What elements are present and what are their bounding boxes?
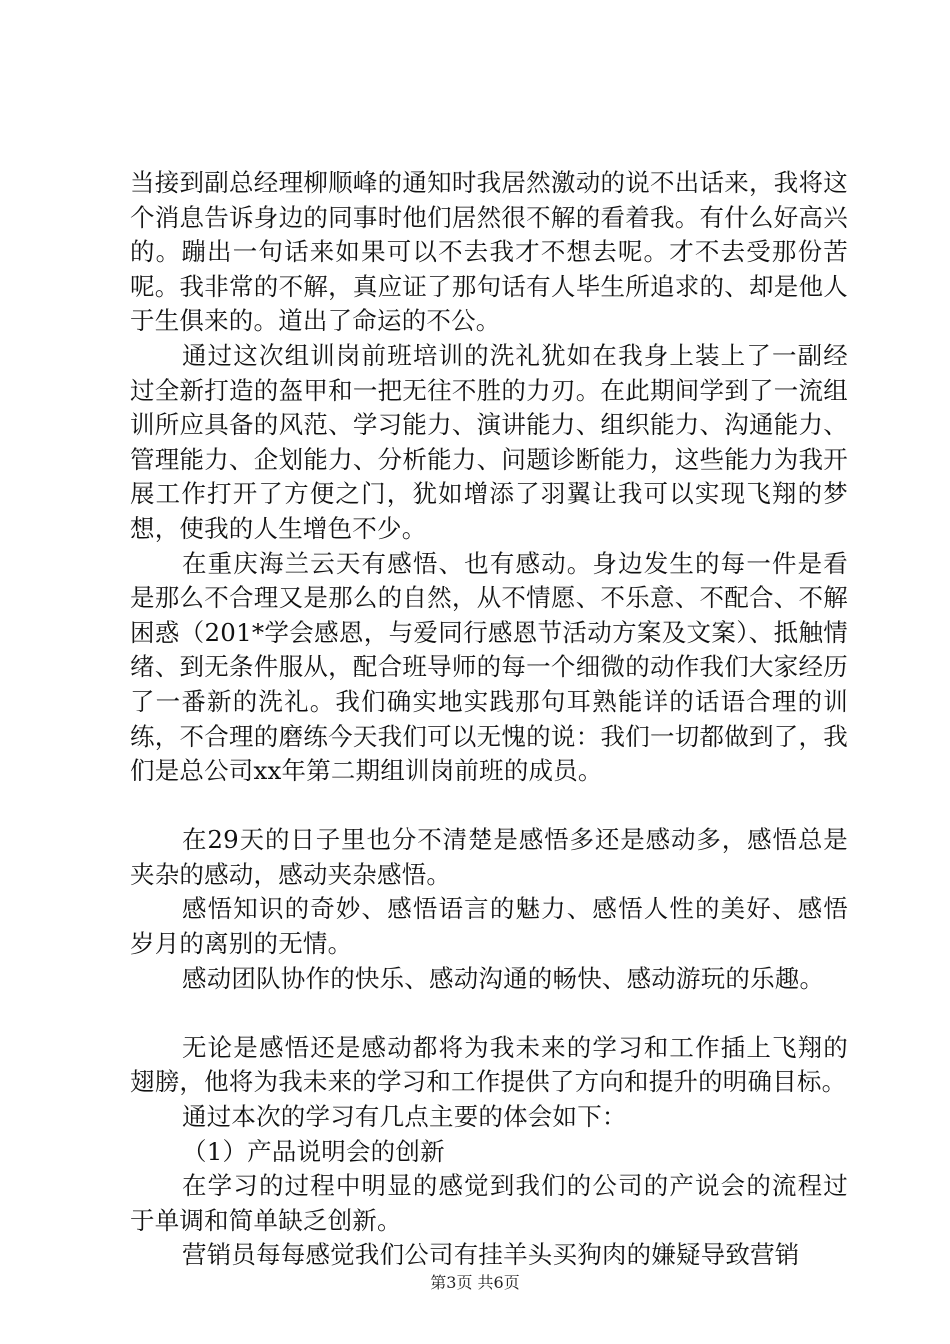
paragraph-notification: 当接到副总经理柳顺峰的通知时我居然激动的说不出话来，我将这个消息告诉身边的同事时他们居然很不解的看着我。有什么好高兴的。蹦出一句话来如果可以不去我才不想去呢。才不去受那份苦呢。我非常的不解，真应证了那句话有人毕生所追求的、却是他人于生俱来的。道出了命运的不公。 [130,168,848,336]
paragraph-training: 通过这次组训岗前班培训的洗礼犹如在我身上装上了一副经过全新打造的盔甲和一把无往不胜的力刃。在此期间学到了一流组训所应具备的风范、学习能力、演讲能力、组织能力、沟通能力、管理能力、企划能力、分析能力、问题诊断能力，这些能力为我开展工作打开了方便之门，犹如增添了羽翼让我可以实现飞翔的梦想，使我的人生增色不少。 [130,340,848,543]
page-number-footer: 第3页 共6页 [430,1273,520,1292]
document-body [130,166,848,1273]
blank-line [130,789,848,824]
paragraph-chongqing: 在重庆海兰云天有感悟、也有感动。身边发生的每一件是看是那么不合理又是那么的自然，从不情愿、不乐意、不配合、不解困惑（201*学会感恩，与爱同行感恩节活动方案及文案）、抵触情绪、到无条件服从，配合班导师的每一个细微的动作我们大家经历了一番新的洗礼。我们确实地实践那句耳熟能详的话语合理的训练，不合理的磨练今天我们可以无愧的说：我们一切都做到了，我们是总公司xx年第二期组训岗前班的成员。 [130,548,848,786]
paragraph-insights: 感悟知识的奇妙、感悟语言的魅力、感悟人性的美好、感悟岁月的离别的无情。 [130,894,848,959]
paragraph-future: 无论是感悟还是感动都将为我未来的学习和工作插上飞翔的翅膀，他将为我未来的学习和工作提供了方向和提升的明确目标。 [130,1032,848,1097]
paragraph-sales-staff: 营销员每每感觉我们公司有挂羊头买狗肉的嫌疑导致营销 [182,1240,800,1270]
paragraph-29-days: 在29天的日子里也分不清楚是感悟多还是感动多，感悟总是夹杂的感动，感动夹杂感悟。 [130,825,848,889]
paragraph-process: 在学习的过程中明显的感觉到我们的公司的产说会的流程过于单调和简单缺乏创新。 [130,1171,848,1235]
blank-line [130,996,848,1031]
paragraph-takeaways-intro: 通过本次的学习有几点主要的体会如下： [182,1102,627,1132]
paragraph-feelings: 感动团队协作的快乐、感动沟通的畅快、感动游玩的乐趣。 [182,963,825,993]
section-heading-product-meeting: （1）产品说明会的创新 [182,1136,445,1166]
